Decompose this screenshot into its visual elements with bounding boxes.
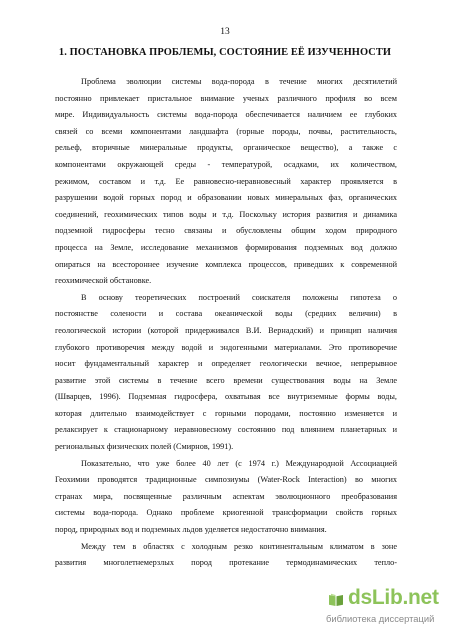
text-line: Проблема эволюции системы вода-порода в течение многих десятилетий — [81, 77, 397, 86]
text-line: странах мира, посвященные различным аспектам эволюционного преобразования — [55, 491, 397, 501]
text-line: развития многолетнемерзлых пород протекание термодинамических тепло- — [55, 558, 397, 568]
text-line: системы вода-порода. Однако проблеме криогенной трансформации свойств горных — [55, 508, 397, 518]
body-text — [55, 74, 397, 572]
text-line: В основу теоретических построений соискателя положены гипотеза о — [81, 292, 397, 302]
watermark-tagline: библиотека диссертаций — [326, 613, 435, 624]
text-line: постоянстве солености и состава океанической воды (средних величин) в — [55, 309, 397, 319]
text-line: Геохимии проводятся традиционные симпозиумы (Water-Rock Interaction) во многих — [55, 475, 397, 485]
text-line: постоянно привлекает пристальное внимание ученых различного профиля во всем — [55, 93, 397, 103]
text-line: подземной гидросферы тесно связаны и обусловлены общим ходом природного — [55, 226, 397, 236]
text-line: Между тем в областях с холодным резко континентальным климатом в зоне — [81, 541, 397, 551]
text-line: релаксирует к стационарному неравновесному состоянию под влиянием планетарных и — [55, 425, 397, 435]
text-line: связей со всеми компонентами ландшафта (горные породы, почвы, растительность, — [55, 126, 397, 136]
text-line: (Шварцев, 1996). Подземная гидросфера, охватывая все внутриземные формы воды, — [55, 392, 397, 402]
book-icon — [328, 593, 344, 607]
dslib-watermark[interactable] — [320, 586, 445, 634]
text-line: режимом, составом и т.д. Ее равновесно-неравновесный характер проявляется в — [55, 176, 397, 186]
section-heading: 1. ПОСТАНОВКА ПРОБЛЕМЫ, СОСТОЯНИЕ ЕЁ ИЗУЧЕННОСТИ — [58, 47, 392, 58]
text-line: компонентами окружающей среды - температурой, осадками, их количеством, — [55, 159, 397, 169]
page-number: 13 — [220, 27, 230, 37]
text-line: геохимической обстановке. — [55, 276, 152, 286]
watermark-logo-text: dsLib.net — [348, 586, 439, 609]
text-line: опираться на всестороннее изучение комплекса процессов, приведших к современной — [55, 259, 397, 269]
text-line: развитие этой системы в течение всего времени существования воды на Земле — [55, 375, 397, 385]
text-line: геологической истории (которой придерживался В.И. Вернадский) и принцип наличия — [55, 325, 397, 335]
text-line: процесса на Земле, исследование механизмов формирования подземных вод должно — [55, 242, 397, 252]
text-line: соединений, геохимических типов воды и т.д. Поскольку история развития и динамика — [55, 209, 397, 219]
text-line: глубокого противоречия между водой и эндогенными материалами. Это противоречие — [55, 342, 397, 352]
text-line: Показательно, что уже более 40 лет (с 1974 г.) Международной Ассоциацией — [81, 458, 397, 468]
text-line: носит фундаментальный характер и определяет геологически вечное, непрерывное — [55, 359, 397, 369]
text-line: разрушении водой горных пород и образовании новых минеральных фаз, органических — [55, 193, 397, 203]
text-line: региональных физических полей (Смирнов, 1991). — [55, 442, 234, 452]
watermark-logo-row — [320, 586, 445, 612]
text-line: мире. Индивидуальность системы вода-порода обеспечивается наличием ее глубоких — [55, 110, 397, 120]
text-line: которая длительно взаимодействует с горными породами, постоянно изменяется и — [55, 408, 397, 418]
text-line: пород, природных вод и подземных льдов уделяется недостаточно внимания. — [55, 525, 327, 535]
text-line: рельеф, вторичные минеральные продукты, органическое вещество), а также с — [55, 143, 397, 153]
